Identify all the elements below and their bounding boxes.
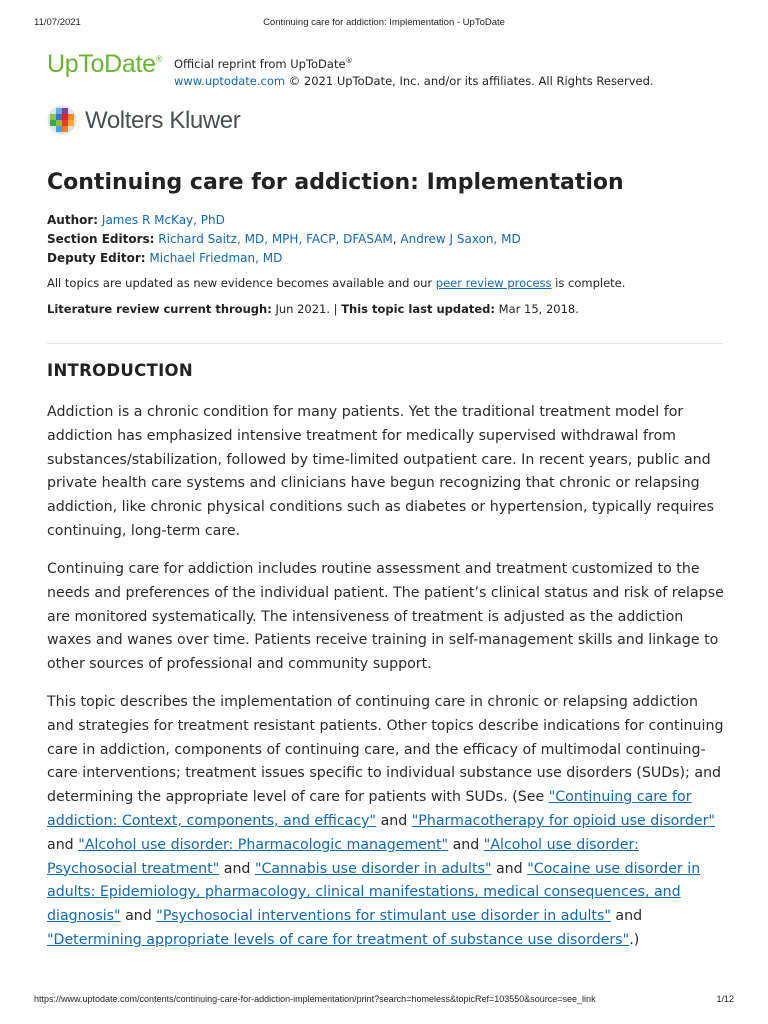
section-editors-row (47, 230, 737, 249)
deputy-editor-link[interactable]: Michael Friedman, MD (149, 251, 283, 265)
introduction-heading: INTRODUCTION (47, 361, 193, 380)
update-note-text-end: is complete. (551, 276, 626, 290)
section-editor-link[interactable]: Richard Saitz, MD, MPH, FACP, DFASAM (158, 232, 393, 246)
paragraph-text: Addiction is a chronic condition for many patients. Yet the traditional treatment model for addiction has emphasized intensive treatment for medically supervised withdrawal from substances/stabilization, followed by time-limited outpatient care. In recent years, public and private health care systems and clinicians have begun recognizing that chronic or relapsing addiction, like chronic physical conditions such as diabetes or hypertension, typically requires continuing, long-term care. (47, 404, 715, 539)
deputy-editor-label: Deputy Editor: (47, 251, 146, 265)
closing-paren: .) (629, 931, 640, 948)
conjunction: and (376, 812, 412, 829)
reprint-registered-mark: ® (345, 57, 353, 65)
topic-link[interactable]: "Cocaine use disorder in adults: Epidemiology, pharmacology, clinical manifestations, medical consequences, and diagnosis" (47, 860, 701, 925)
topic-link[interactable]: "Continuing care for addiction: Context, components, and efficacy" (47, 789, 692, 829)
topic-link[interactable]: "Alcohol use disorder: Psychosocial treatment" (47, 836, 639, 877)
wolters-kluwer-brand (47, 105, 307, 137)
topic-link[interactable]: "Pharmacotherapy for opioid use disorder" (411, 812, 715, 829)
topic-link[interactable]: "Psychosocial interventions for stimulant use disorder in adults" (156, 908, 611, 925)
editor-separator: , (392, 232, 401, 246)
reprint-text: Official reprint from UpToDate (174, 56, 346, 71)
topic-link[interactable]: "Determining appropriate levels of care for treatment of substance use disorders" (47, 931, 630, 948)
uptodate-site-link[interactable]: www.uptodate.com (174, 73, 286, 88)
conjunction: and (120, 908, 157, 925)
paragraph-text: Continuing care for addiction includes routine assessment and treatment customized to the needs and preferences of the individual patient. The patient’s clinical status and risk of relapse are monitored systematically. The intensiveness of treatment is adjusted as the addiction waxes and wanes over time. Patients receive training in self-management skills and linkage to other sources of professional and community support. (47, 561, 724, 673)
last-updated-value: Mar 15, 2018. (495, 302, 579, 316)
intro-paragraph-1 (47, 401, 725, 544)
author-row (47, 211, 737, 230)
review-dates (47, 302, 579, 316)
print-footer (0, 994, 768, 1008)
update-note-text: All topics are updated as new evidence becomes available and our (47, 276, 436, 290)
copyright-line (174, 73, 654, 90)
conjunction: and (610, 908, 643, 925)
topic-link[interactable]: "Alcohol use disorder: Pharmacologic management" (78, 836, 449, 853)
paragraph-text-span: This topic describes the implementation of continuing care in chronic or relapsing addiction and strategies for treatment resistant patients. Other topics describe indications for continuing care in addiction, components of continuing care, and the efficacy of multimodal continuing-care interventions; treatment issues specific to individual substance use disorders (SUDs); and determining the appropriate level of care for patients with SUDs. (See (47, 694, 724, 806)
uptodate-logo-text: UpToDate (47, 50, 156, 78)
wolters-kluwer-logo-icon (47, 105, 77, 135)
topic-link[interactable]: "Cannabis use disorder in adults" (254, 860, 492, 877)
print-url: https://www.uptodate.com/contents/continuing-care-for-addiction-implementation/print?search=homeless&topicRef=103550&source=see_link (34, 994, 596, 1004)
lit-review-value: Jun 2021. | (271, 302, 342, 316)
reprint-line (174, 53, 654, 73)
conjunction: and (219, 860, 255, 877)
intro-paragraph-2 (47, 558, 725, 677)
reprint-notice (174, 53, 654, 90)
section-editor-link[interactable]: Andrew J Saxon, MD (400, 232, 521, 246)
article-title: Continuing care for addiction: Implementation (47, 170, 624, 195)
peer-review-link[interactable]: peer review process (435, 276, 552, 290)
article-credits (47, 211, 737, 268)
paragraph-text (47, 691, 725, 953)
registered-mark: ® (155, 54, 163, 64)
conjunction: and (448, 836, 484, 853)
section-editors-label: Section Editors: (47, 232, 155, 246)
conjunction: and (491, 860, 528, 877)
author-label: Author: (47, 213, 99, 227)
last-updated-label: This topic last updated: (341, 302, 495, 316)
uptodate-logo (47, 50, 162, 79)
brand-row (47, 50, 727, 90)
section-divider (47, 343, 723, 344)
print-page-title: Continuing care for addiction: Implementation - UpToDate (263, 17, 505, 28)
copyright-text: © 2021 UpToDate, Inc. and/or its affiliates. All Rights Reserved. (285, 73, 654, 88)
conjunction: and (47, 836, 79, 853)
intro-paragraph-3 (47, 691, 725, 953)
lit-review-label: Literature review current through: (47, 302, 272, 316)
print-date: 11/07/2021 (34, 17, 81, 28)
page-number: 1/12 (716, 994, 734, 1004)
print-header (0, 17, 768, 31)
update-note (47, 276, 625, 290)
wolters-kluwer-wordmark: Wolters Kluwer (85, 107, 241, 134)
author-link[interactable]: James R McKay, PhD (101, 213, 225, 227)
deputy-editor-row (47, 249, 737, 268)
